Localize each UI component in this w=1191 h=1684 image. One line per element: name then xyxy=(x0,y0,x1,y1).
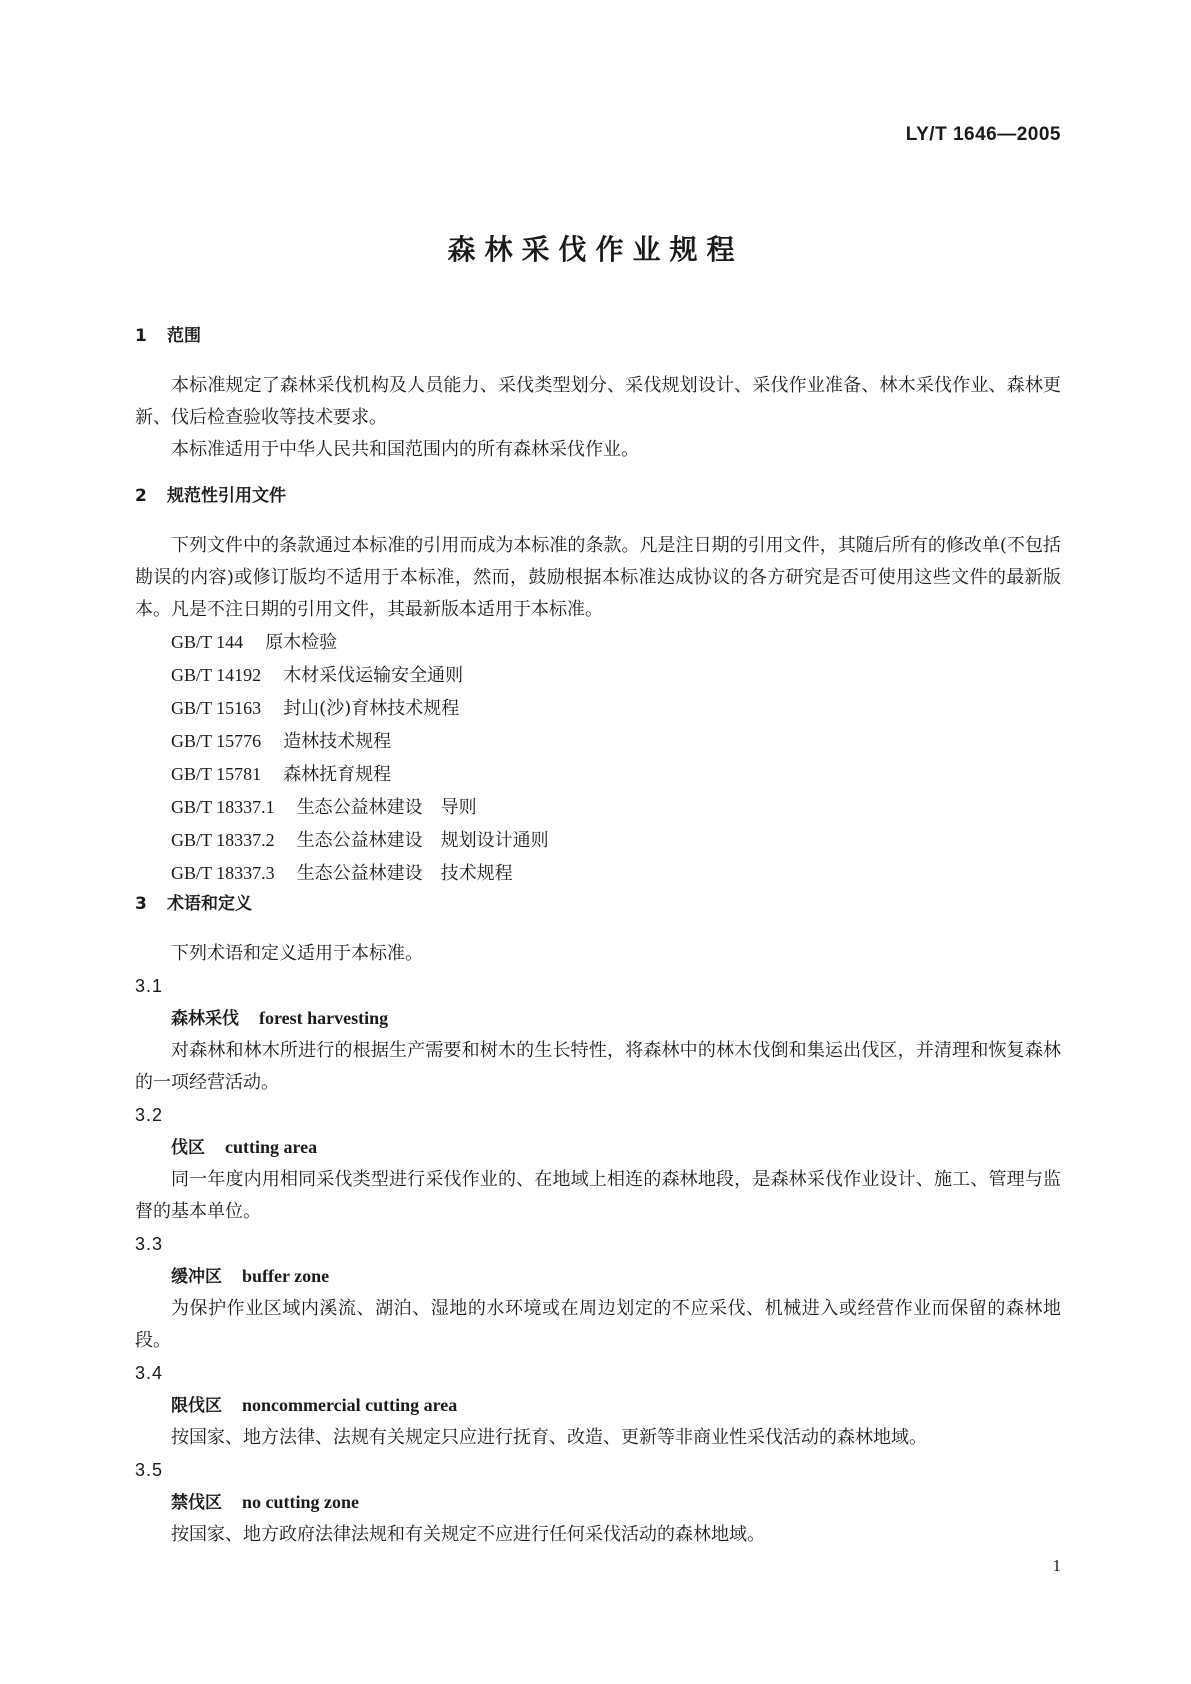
term-name: 限伐区 noncommercial cutting area xyxy=(171,1395,458,1416)
document-body xyxy=(135,322,1061,1551)
term-entry xyxy=(135,1454,1061,1551)
reference-item: GB/T 14192 木材采伐运输安全通则 xyxy=(171,665,464,686)
term-entry xyxy=(135,1099,1061,1228)
document-title: 森林采伐作业规程 xyxy=(447,233,744,266)
term-definition: 按国家、地方法律、法规有关规定只应进行抚育、改造、更新等非商业性采伐活动的森林地域。 xyxy=(171,1427,927,1448)
references-intro: 下列文件中的条款通过本标准的引用而成为本标准的条款。凡是注日期的引用文件，其随后所有的修改单(不包括勘误的内容)或修订版均不适用于本标准，然而，鼓励根据本标准达成协议的各方研究是否可使用这些文件的最新版本。凡是不注日期的引用文件，其最新版本适用于本标准。 xyxy=(135,535,1061,620)
scope-paragraph-2: 本标准适用于中华人民共和国范围内的所有森林采伐作业。 xyxy=(171,439,639,460)
term-name: 森林采伐 forest harvesting xyxy=(171,1008,389,1029)
term-name: 缓冲区 buffer zone xyxy=(171,1266,330,1287)
section-title: 规范性引用文件 xyxy=(167,486,286,506)
standard-code: LY/T 1646—2005 xyxy=(905,124,1061,145)
reference-list xyxy=(135,626,1061,890)
section-heading-scope xyxy=(135,322,1061,350)
reference-item: GB/T 18337.3 生态公益林建设 技术规程 xyxy=(171,863,513,884)
term-number: 3.3 xyxy=(135,1234,164,1254)
section-number: 2 xyxy=(135,486,147,506)
term-definition: 按国家、地方政府法律法规和有关规定不应进行任何采伐活动的森林地域。 xyxy=(171,1524,765,1545)
term-number: 3.5 xyxy=(135,1460,164,1480)
section-title: 术语和定义 xyxy=(167,894,252,914)
term-number: 3.4 xyxy=(135,1363,164,1383)
term-number: 3.1 xyxy=(135,976,164,996)
reference-item: GB/T 18337.2 生态公益林建设 规划设计通则 xyxy=(171,830,549,851)
term-definition: 同一年度内用相同采伐类型进行采伐作业的、在地域上相连的森林地段，是森林采伐作业设计、施工、管理与监督的基本单位。 xyxy=(135,1169,1061,1222)
term-entry xyxy=(135,1357,1061,1454)
section-number: 3 xyxy=(135,894,147,914)
section-number: 1 xyxy=(135,326,147,346)
term-definition: 为保护作业区域内溪流、湖泊、湿地的水环境或在周边划定的不应采伐、机械进入或经营作业而保留的森林地段。 xyxy=(135,1298,1061,1351)
terms-intro: 下列术语和定义适用于本标准。 xyxy=(171,943,423,964)
term-definition: 对森林和林木所进行的根据生产需要和树木的生长特性，将森林中的林木伐倒和集运出伐区，并清理和恢复森林的一项经营活动。 xyxy=(135,1040,1061,1093)
section-heading-normative-references xyxy=(135,482,1061,510)
page-number: 1 xyxy=(1052,1556,1061,1575)
reference-item: GB/T 15163 封山(沙)育林技术规程 xyxy=(171,698,460,719)
reference-item: GB/T 144 原木检验 xyxy=(171,632,338,653)
term-name: 禁伐区 no cutting zone xyxy=(171,1492,359,1513)
term-number: 3.2 xyxy=(135,1105,164,1125)
reference-item: GB/T 18337.1 生态公益林建设 导则 xyxy=(171,797,477,818)
term-entry xyxy=(135,970,1061,1099)
section-title: 范围 xyxy=(167,326,201,346)
term-entry xyxy=(135,1228,1061,1357)
reference-item: GB/T 15776 造林技术规程 xyxy=(171,731,392,752)
reference-item: GB/T 15781 森林抚育规程 xyxy=(171,764,392,785)
scope-paragraph-1: 本标准规定了森林采伐机构及人员能力、采伐类型划分、采伐规划设计、采伐作业准备、林木采伐作业、森林更新、伐后检查验收等技术要求。 xyxy=(135,375,1061,428)
term-name: 伐区 cutting area xyxy=(171,1137,318,1158)
section-heading-terms-definitions xyxy=(135,890,1061,918)
